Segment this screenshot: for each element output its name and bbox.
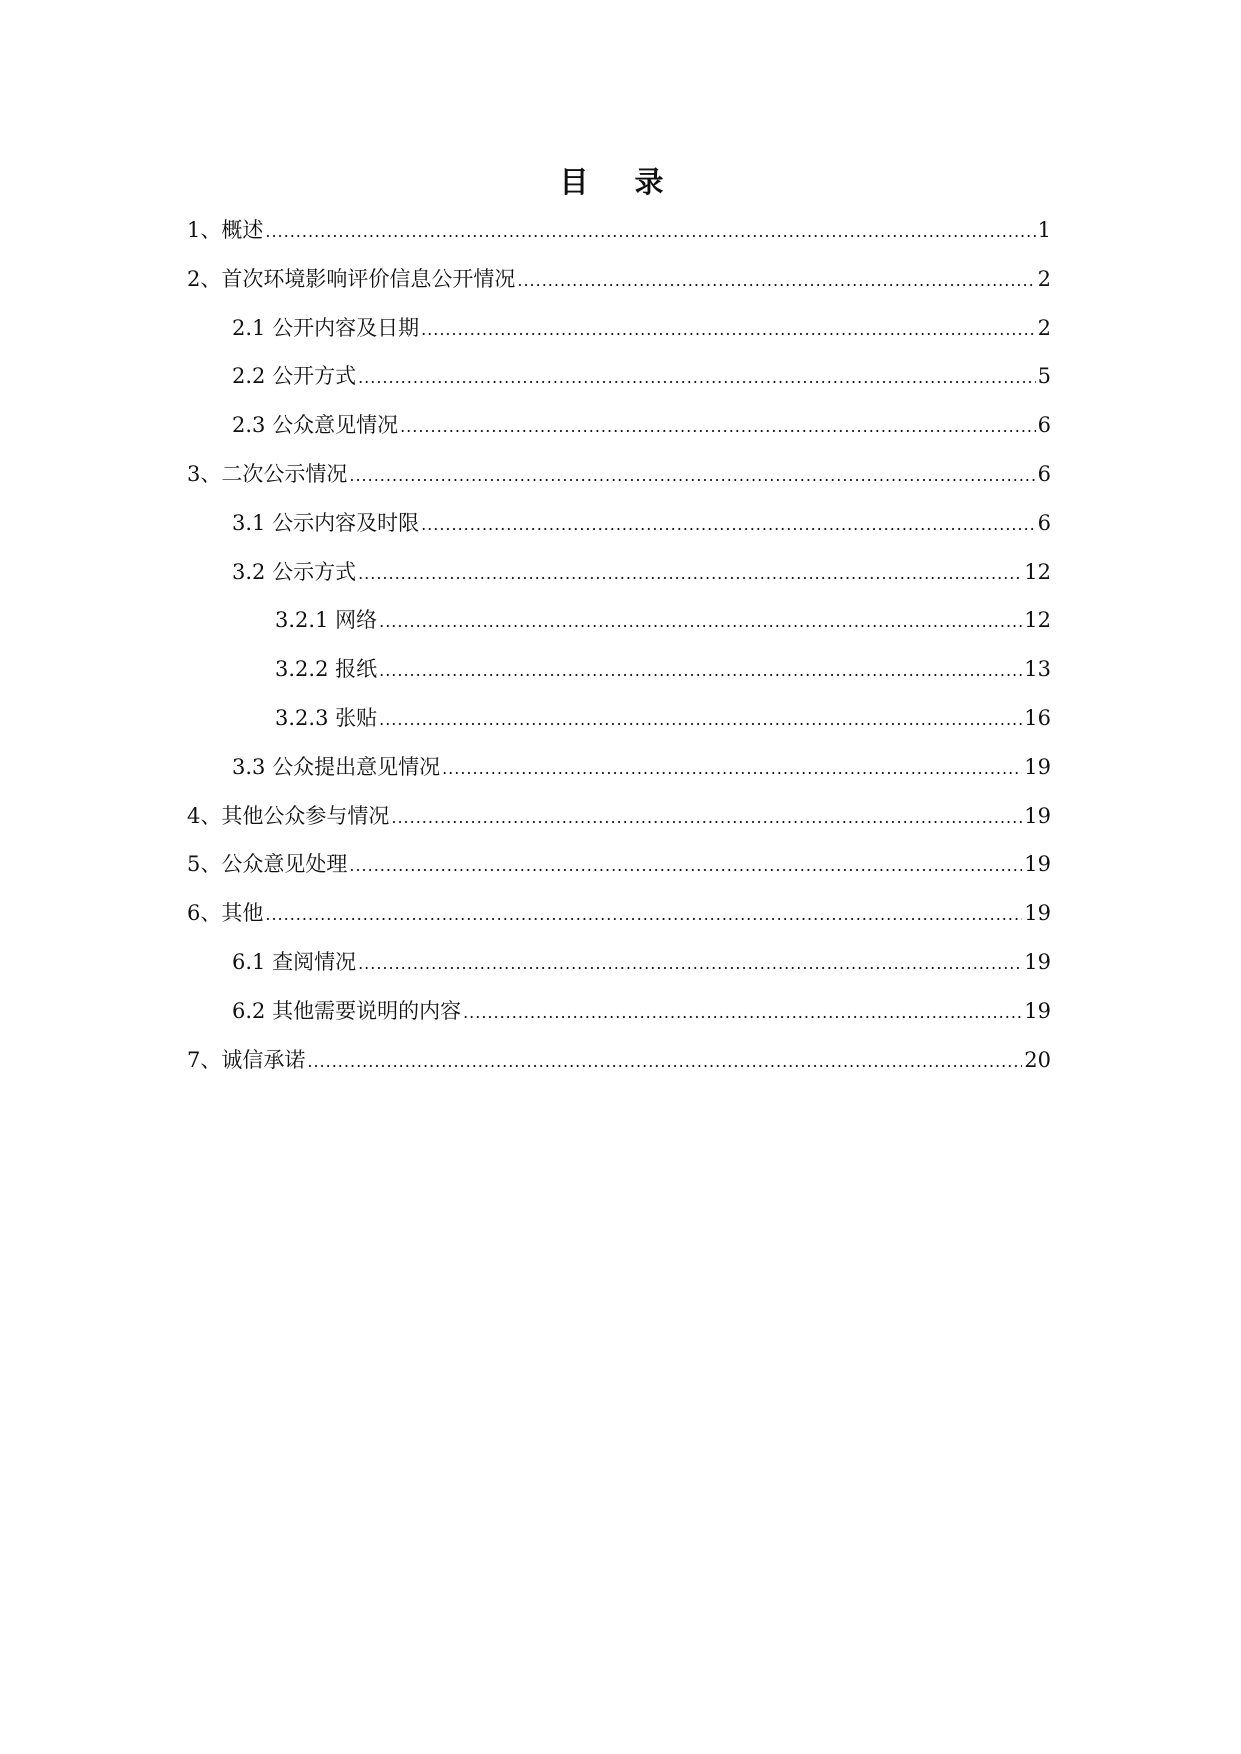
toc-page-number: 12 bbox=[1024, 559, 1051, 584]
toc-entry[interactable] bbox=[0, 899, 1241, 948]
toc-entry-text: 6、其他 bbox=[187, 901, 264, 926]
toc-page-number: 19 bbox=[1024, 949, 1051, 974]
toc-dot-leader bbox=[379, 608, 1022, 636]
toc-dot-leader bbox=[265, 901, 1022, 929]
toc-dot-leader bbox=[349, 852, 1022, 880]
toc-entry[interactable] bbox=[0, 850, 1241, 899]
toc-entry-text: 2、首次环境影响评价信息公开情况 bbox=[187, 266, 516, 291]
toc-dot-leader bbox=[379, 657, 1022, 685]
toc-dot-leader bbox=[358, 364, 1036, 392]
toc-page-number: 19 bbox=[1024, 901, 1051, 926]
toc-dot-leader bbox=[391, 804, 1022, 832]
toc-entry[interactable] bbox=[0, 460, 1241, 509]
toc-entry[interactable] bbox=[0, 1046, 1241, 1095]
toc-page-number: 12 bbox=[1024, 608, 1051, 633]
toc-page-number: 6 bbox=[1037, 461, 1051, 486]
toc-page-number: 1 bbox=[1037, 218, 1051, 242]
toc-dot-leader bbox=[517, 267, 1035, 295]
toc-dot-leader bbox=[358, 560, 1022, 588]
toc-dot-leader bbox=[400, 413, 1036, 441]
toc-page-number: 20 bbox=[1024, 1047, 1051, 1072]
toc-page-number: 16 bbox=[1024, 705, 1051, 730]
toc-entry-text: 7、诚信承诺 bbox=[187, 1047, 306, 1072]
toc-entry[interactable] bbox=[0, 265, 1241, 314]
toc-title: 目 录 bbox=[559, 165, 682, 199]
toc-page-number: 19 bbox=[1024, 852, 1051, 877]
toc-entry[interactable] bbox=[0, 411, 1241, 460]
toc-entry-text: 3.2 公示方式 bbox=[232, 559, 357, 584]
toc-dot-leader bbox=[421, 511, 1036, 539]
toc-entry-text: 4、其他公众参与情况 bbox=[187, 803, 390, 828]
toc-entry[interactable] bbox=[0, 704, 1241, 753]
toc-entry-text: 2.2 公开方式 bbox=[232, 364, 357, 389]
table-of-contents bbox=[0, 216, 1241, 1094]
toc-entry[interactable] bbox=[0, 753, 1241, 802]
toc-page-number: 13 bbox=[1024, 657, 1051, 682]
toc-entry-text: 6.1 查阅情况 bbox=[232, 949, 357, 974]
toc-entry-text: 3.1 公示内容及时限 bbox=[232, 510, 420, 535]
toc-entry-text: 5、公众意见处理 bbox=[187, 852, 348, 877]
toc-page-number: 2 bbox=[1037, 266, 1051, 291]
toc-entry-text: 3.3 公众提出意见情况 bbox=[232, 754, 441, 779]
toc-entry-text: 6.2 其他需要说明的内容 bbox=[232, 998, 462, 1023]
toc-entry[interactable] bbox=[0, 509, 1241, 558]
toc-dot-leader bbox=[265, 218, 1035, 246]
toc-entry[interactable] bbox=[0, 558, 1241, 607]
toc-page-number: 19 bbox=[1024, 998, 1051, 1023]
toc-entry[interactable] bbox=[0, 948, 1241, 997]
toc-entry-text: 2.1 公开内容及日期 bbox=[232, 315, 420, 340]
toc-entry[interactable] bbox=[0, 314, 1241, 363]
toc-dot-leader bbox=[442, 755, 1022, 783]
toc-page-number: 19 bbox=[1024, 754, 1051, 779]
toc-page-number: 6 bbox=[1037, 413, 1051, 438]
toc-entry-text: 3.2.2 报纸 bbox=[275, 657, 378, 682]
toc-entry-text: 3、二次公示情况 bbox=[187, 461, 348, 486]
toc-entry-text: 3.2.3 张贴 bbox=[275, 705, 378, 730]
toc-entry[interactable] bbox=[0, 655, 1241, 704]
toc-entry-text: 1、概述 bbox=[187, 218, 264, 242]
toc-page-number: 6 bbox=[1037, 510, 1051, 535]
toc-dot-leader bbox=[358, 950, 1022, 978]
toc-dot-leader bbox=[307, 1048, 1022, 1076]
toc-page-number: 19 bbox=[1024, 803, 1051, 828]
toc-entry[interactable] bbox=[0, 216, 1241, 265]
toc-dot-leader bbox=[379, 706, 1022, 734]
toc-dot-leader bbox=[421, 316, 1036, 344]
toc-entry[interactable] bbox=[0, 802, 1241, 851]
toc-entry[interactable] bbox=[0, 606, 1241, 655]
toc-entry[interactable] bbox=[0, 997, 1241, 1046]
toc-page-number: 5 bbox=[1037, 364, 1051, 389]
toc-entry-text: 3.2.1 网络 bbox=[275, 608, 378, 633]
toc-dot-leader bbox=[349, 462, 1035, 490]
toc-entry[interactable] bbox=[0, 362, 1241, 411]
toc-entry-text: 2.3 公众意见情况 bbox=[232, 413, 399, 438]
toc-dot-leader bbox=[463, 999, 1022, 1027]
toc-page-number: 2 bbox=[1037, 315, 1051, 340]
